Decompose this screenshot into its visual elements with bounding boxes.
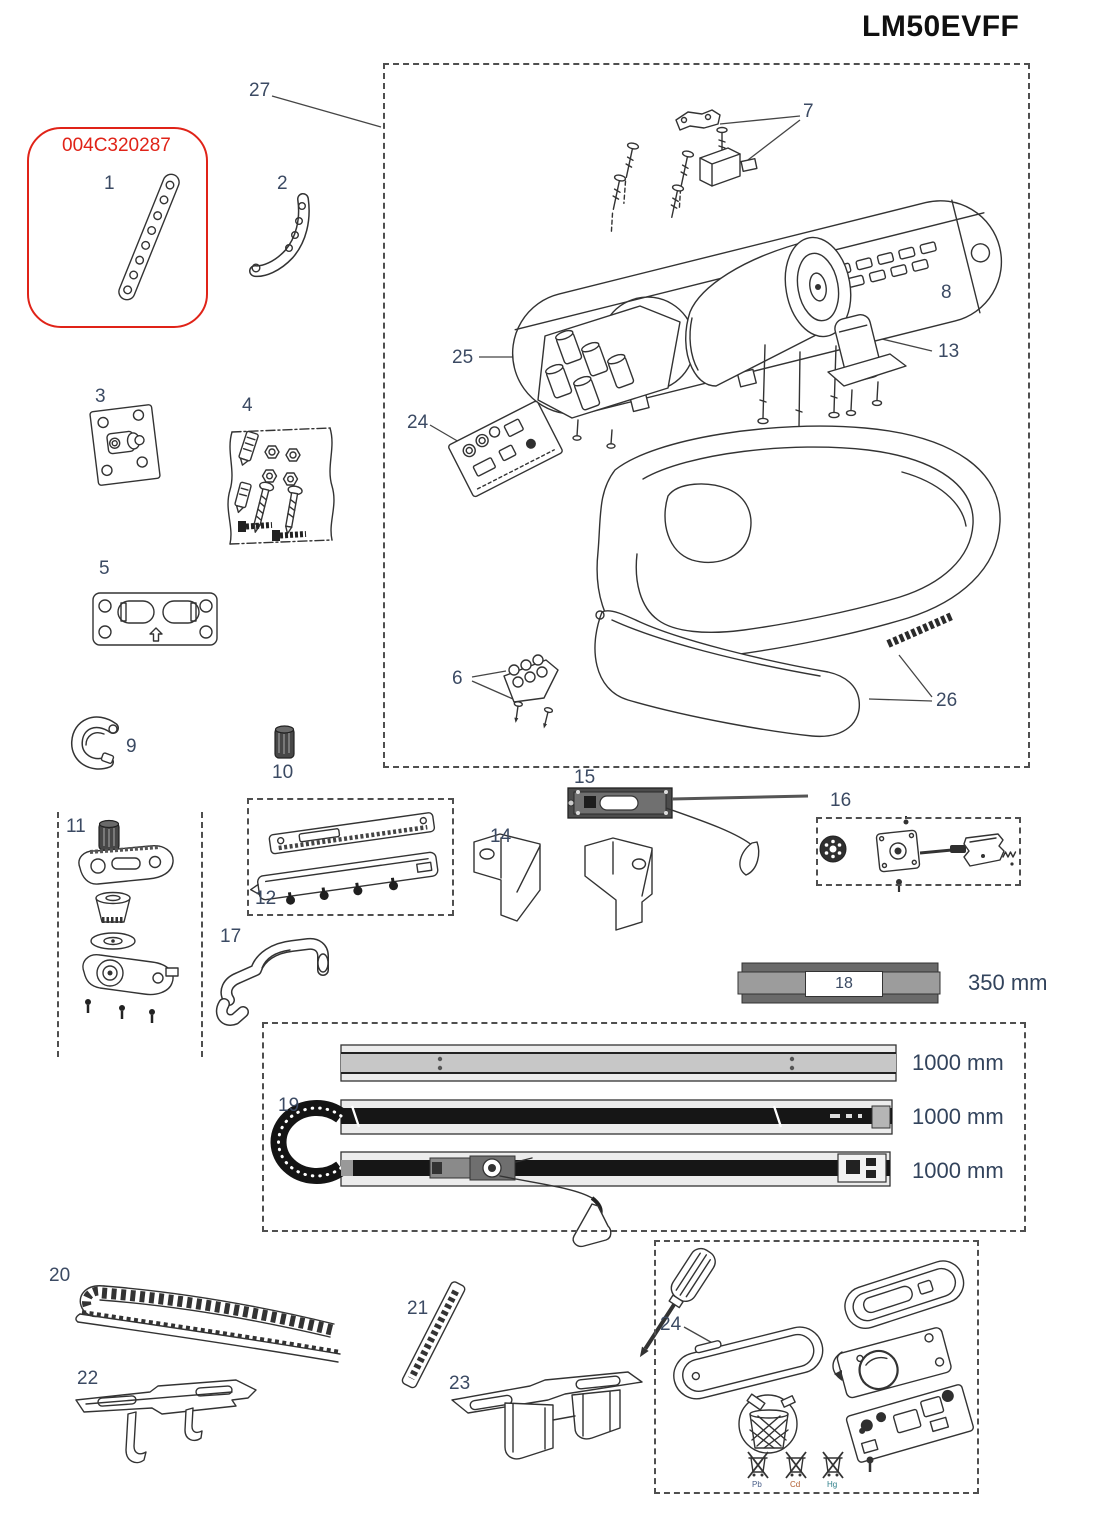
part-label-18-box	[805, 971, 883, 997]
kit-highlight-box	[27, 127, 208, 328]
part-2-illustration	[252, 199, 305, 272]
part-label-8: 8	[941, 282, 952, 303]
part-12-box	[247, 798, 454, 916]
part-16-box	[816, 817, 1021, 886]
part-3-illustration	[90, 404, 161, 485]
part-label-20: 20	[49, 1265, 71, 1286]
part-5-illustration	[93, 593, 217, 645]
part-label-24: 24	[407, 412, 429, 433]
part-label-12: 12	[255, 888, 277, 909]
part-17-illustration	[222, 944, 328, 1020]
part-10-illustration	[275, 726, 294, 758]
page-title: LM50EVFF	[862, 10, 1020, 43]
part-label-11: 11	[66, 816, 86, 837]
part-11-box	[57, 812, 203, 1057]
part-label-5: 5	[99, 558, 110, 579]
part-9-illustration	[77, 722, 117, 764]
part-label-15: 15	[574, 767, 596, 788]
part-label-23: 23	[449, 1373, 471, 1394]
part-label-7: 7	[803, 101, 814, 122]
part-label-4: 4	[242, 395, 253, 416]
part-label-6: 6	[452, 668, 463, 689]
rail-middle-length: 1000 mm	[912, 1104, 1004, 1129]
part-14-illustration	[474, 834, 652, 930]
part-label-18: 18	[835, 975, 853, 992]
part-23-illustration	[452, 1372, 642, 1459]
part-4-illustration	[228, 428, 334, 544]
part-label-22: 22	[77, 1368, 99, 1389]
part-label-16: 16	[830, 790, 852, 811]
part-label-13: 13	[938, 341, 960, 362]
part-label-17: 17	[220, 926, 242, 947]
battery-symbol-cd: Cd	[790, 1480, 801, 1489]
part-label-1: 1	[104, 173, 115, 194]
part-label-19: 19	[278, 1095, 300, 1116]
part-label-10: 10	[272, 762, 294, 783]
rail-top-length: 1000 mm	[912, 1050, 1004, 1075]
part-22-illustration	[76, 1380, 256, 1463]
part-label-2: 2	[277, 173, 288, 194]
kit-code: 004C320287	[62, 135, 171, 156]
part-18-length: 350 mm	[968, 970, 1048, 995]
part-20-illustration	[76, 1286, 340, 1362]
part-24-box	[654, 1240, 979, 1494]
battery-symbol-hg: Hg	[827, 1480, 838, 1489]
part-label-21: 21	[407, 1298, 429, 1319]
part-label-14: 14	[490, 826, 512, 847]
part-label-27: 27	[249, 80, 271, 101]
part-label-9: 9	[126, 736, 137, 757]
battery-symbol-pb: Pb	[752, 1480, 762, 1489]
part-label-25: 25	[452, 347, 474, 368]
part-label-26: 26	[936, 690, 958, 711]
main-assembly-box	[383, 63, 1030, 768]
part-label-24b: 24	[660, 1314, 682, 1335]
part-label-3: 3	[95, 386, 106, 407]
rail-bottom-length: 1000 mm	[912, 1158, 1004, 1183]
